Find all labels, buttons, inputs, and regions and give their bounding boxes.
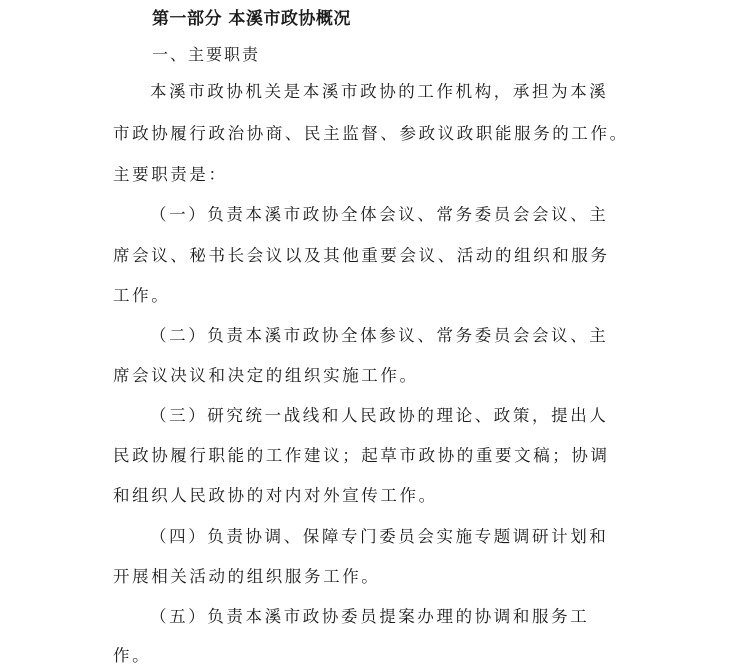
paragraph-line: 席会议、秘书长会议以及其他重要会议、活动的组织和服务 — [113, 246, 610, 265]
paragraph-line: 工作。 — [113, 286, 171, 305]
paragraph-line: （二）负责本溪市政协全体参议、常务委员会会议、主 — [150, 326, 609, 345]
paragraph-line: 席会议决议和决定的组织实施工作。 — [113, 366, 419, 385]
paragraph-line: 民政协履行职能的工作建议；起草市政协的重要文稿；协调 — [113, 446, 610, 465]
paragraph-line: （五）负责本溪市政协委员提案办理的协调和服务工 — [150, 607, 590, 626]
paragraph-line: （三）研究统一战线和人民政协的理论、政策，提出人 — [150, 406, 609, 425]
paragraph-line: 市政协履行政治协商、民主监督、参政议政职能服务的工作。 — [113, 124, 629, 143]
paragraph-line: 开展相关活动的组织服务工作。 — [113, 567, 381, 586]
paragraph-line: （一）负责本溪市政协全体会议、常务委员会会议、主 — [150, 205, 609, 224]
paragraph-line: 作。 — [113, 646, 152, 665]
subsection-heading: 一、主要职责 — [152, 45, 261, 64]
paragraph-line: 主要职责是： — [113, 165, 228, 184]
paragraph-line: 本溪市政协机关是本溪市政协的工作机构，承担为本溪 — [150, 82, 609, 101]
paragraph-line: （四）负责协调、保障专门委员会实施专题调研计划和 — [150, 527, 609, 546]
paragraph-line: 和组织人民政协的对内对外宣传工作。 — [113, 486, 438, 505]
section-heading: 第一部分 本溪市政协概况 — [152, 9, 351, 29]
